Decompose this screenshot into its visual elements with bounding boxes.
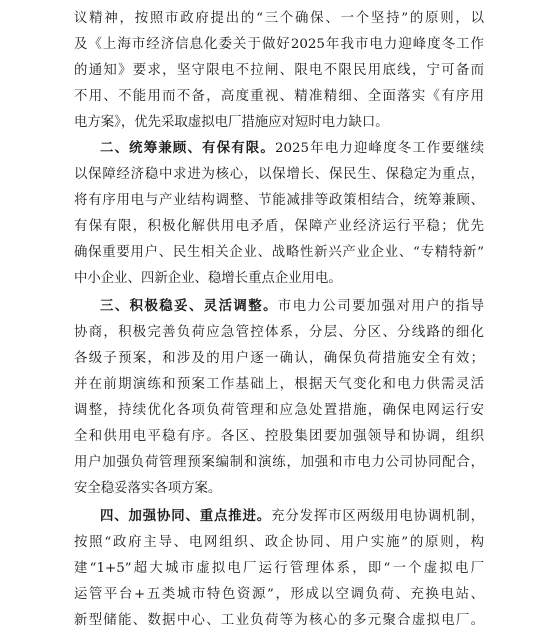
body-line: 协商，积极完善负荷应急管控体系，分层、分区、分线路的细化: [74, 325, 484, 340]
section-first-line: [100, 510, 484, 523]
section-heading: 二、统筹兼顾、有保有限。: [100, 141, 275, 156]
body-line: 的通知》要求，坚守限电不拉闸、限电不限民用底线，宁可备而: [74, 63, 484, 78]
body-line: 安全稳妥落实各项方案。: [74, 481, 222, 496]
body-line: 议精神，按照市政府提出的“三个确保、一个坚持”的原则，以: [74, 11, 484, 26]
body-line: 并在前期演练和预案工作基础上，根据天气变化和电力供需灵活: [74, 377, 484, 392]
section-heading: 三、积极稳妥、灵活调整。: [100, 299, 278, 314]
body-line: 及《上海市经济信息化委关于做好2025年我市电力迎峰度冬工作: [74, 37, 484, 52]
body-line: 将有序用电与产业结构调整、节能减排等政策相结合，统筹兼顾、: [74, 193, 484, 208]
section-first-line: [100, 142, 484, 155]
section-first-text: 充分发挥市区两级用电协调机制，: [271, 509, 485, 524]
section-first-text: 2025年电力迎峰度冬工作要继续: [274, 141, 485, 156]
body-line: 建“1+5”超大城市虚拟电厂运行管理体系，即“一个虚拟电厂: [74, 561, 484, 576]
body-line: 各级子预案，和涉及的用户逐一确认，确保负荷措施安全有效；: [74, 351, 484, 366]
body-line: 按照“政府主导、电网组织、政企协同、用户实施”的原则，构: [74, 535, 484, 550]
body-line: 不用、不能用而不备，高度重视、精准精细、全面落实《有序用: [74, 89, 484, 104]
body-line: 运管平台+五类城市特色资源”，形成以空调负荷、充换电站、: [74, 587, 484, 602]
section-first-text: 市电力公司要加强对用户的指导: [277, 299, 485, 314]
body-line: 用户加强负荷管理预案编制和演练，加强和市电力公司协同配合，: [74, 455, 484, 470]
section-heading: 四、加强协同、重点推进。: [100, 509, 272, 524]
section-first-line: [100, 300, 484, 313]
body-line: 电方案》，优先采取虚拟电厂措施应对短时电力缺口。: [74, 115, 389, 130]
body-line: 以保障经济稳中求进为核心，以保增长、保民生、保稳定为重点，: [74, 167, 484, 182]
body-line: 全和供用电平稳有序。各区、控股集团要加强领导和协调，组织: [74, 429, 484, 444]
body-line: 新型储能、数据中心、工业负荷等为核心的多元聚合虚拟电厂。: [74, 613, 484, 628]
body-line: 确保重要用户、民生相关企业、战略性新兴产业企业、“专精特新”: [74, 245, 484, 260]
body-line: 调整，持续优化各项负荷管理和应急处置措施，确保电网运行安: [74, 403, 484, 418]
body-line: 中小企业、四新企业、稳增长重点企业用电。: [74, 271, 342, 286]
body-line: 有保有限，积极化解供用电矛盾，保障产业经济运行平稳；优先: [74, 219, 484, 234]
